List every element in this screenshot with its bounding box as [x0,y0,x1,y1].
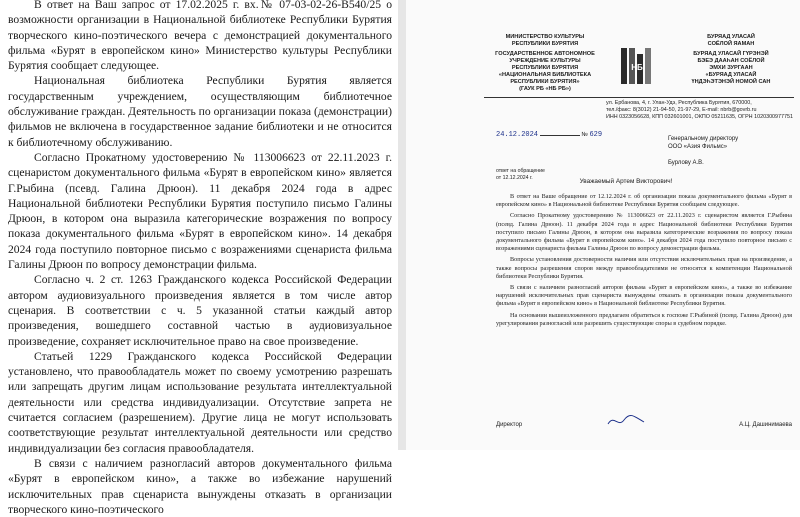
addressee-line: Генеральному директору [668,136,739,142]
letterhead-line: ҮНДЭҺЭТЭНЭЙ НОМОЙ САН [691,79,771,85]
library-logo-icon [619,46,655,86]
body-paragraph-5: На основании вышеизложенного предлагаем обратиться к госпоже Г.Рыбиной (псевд. Галина Дрюон) для урегулирования разногласий или разрешить существующие споры в судебном порядке. [496,311,792,327]
letterhead-line: «БУРЯАД УЛАСАЙ [705,72,757,78]
left-paragraph-5: Статьей 1229 Гражданского кодекса Российской Федерации установлено, что правообладатель может по своему усмотрению разрешать или запрещать другим лицам использование результата интеллектуальной деятельности или средства индивидуализации. Отсутствие запрета не считается согласием (разрешением). Другие лица не могут использовать соответствующие результат интеллектуальной деятельности или средство индивидуализации без согласия правообладателя. [8,349,392,455]
address-line: ул. Ербанова, 4, г. Улан-Удэ, Республика Бурятия, 670000, [606,100,752,106]
body-paragraph-2: Согласно Прокатному удостоверению № 113006623 от 22.11.2023 г. сценаристом является Г.Рыбина (псевд. Галина Дрюон). 11 декабря 2024 года в адрес Национальной библиотеки Республики Бурятия поступило письмо Галины Дрюон, в котором она выразила категорические возражения по вопросу показа документального фильма «Бурят в европейском кино». 14 декабря 2024 года поступило повторное письмо с возражениями сценариста фильма Галины Дрюон по вопросу демонстрации фильма. [496,212,792,253]
page-divider [398,0,406,450]
letterhead-line: ЭМХИ ЗУРГААН [709,65,753,71]
reference-line: ответ на обращение [496,168,545,174]
left-paragraph-6: В связи с наличием разногласий авторов документального фильма «Бурят в европейском кино», а также во избежание нарушений исключительных прав сценариста вынуждены отказать в организации творческого кино-поэтического [8,456,392,516]
left-paragraph-1: В ответ на Ваш запрос от 17.02.2025 г. вх.№ 07-03-02-26-В540/25 о возможности организации в Национальной библиотеке Республики Бурятия творческого кино-поэтического вечера с демонстрацией документального фильма «Бурят в европейском кино» Министерство культуры Республики Бурятия сообщает следующее. [8,0,392,73]
signature-title: Директор [496,422,523,428]
addressee-line [668,151,738,159]
address-line: тел./факс: 8(3012) 21-94-50, 21-97-29, E-mail: nbrb@govrb.ru [606,107,757,113]
letterhead-right [668,34,794,86]
letterhead-line: СОЁЛОЙ ЯАМАН [707,41,755,47]
document-number-line [496,131,602,139]
letterhead-line: БЭЕЭ ДААҺАН СОЁЛОЙ [697,58,765,64]
letterhead-left [484,34,606,93]
body-paragraph-1: В ответ на Ваше обращение от 12.12.2024 г. об организации показа документального фильма «Бурят в европейском кино» в Национальной библиотеке Республики Бурятия сообщаем следующее. [496,193,792,209]
right-document-page [406,0,800,450]
addressee-line: ООО «Азия Фильмс» [668,144,728,150]
letterhead-line: МИНИСТЕРСТВО КУЛЬТУРЫ [505,34,585,40]
greeting: Уважаемый Артем Викторович! [579,178,673,185]
letterhead-line: (ГАУК РБ «НБ РБ») [519,86,571,92]
signature-block [496,422,792,428]
address-line: ИНН 0323056628, КПП 032601001, ОКПО 05211635, ОГРН 1020300977751 [606,114,794,120]
handwritten-number: 629 [589,131,603,139]
letterhead-line: РЕСПУБЛИКИ БУРЯТИЯ [511,41,579,47]
body-paragraph-3: Вопросы установления достоверности наличия или отсутствия исключительных прав на произведение, а также вопросы разрешения споров между правообладателями не относятся к компетенции Национальной библиотеки Республики Бурятия. [496,256,792,280]
left-document-page [0,0,398,516]
handwritten-date: 24.12.2024 [496,131,539,139]
number-sign: № [581,132,588,138]
letterhead-line: РЕСПУБЛИКИ БУРЯТИЯ [511,65,579,71]
addressee-line: Бурлову А.В. [668,160,704,166]
left-paragraph-4: Согласно ч. 2 ст. 1263 Гражданского кодекса Российской Федерации автором аудиовизуального произведения является в том числе автор сценария. В соответствии с ч. 5 указанной статьи каждый автор произведения, вошедшего составной частью в аудиовизуальное произведение, сохраняет исключительное право на свое произведение. [8,273,392,348]
signature-name: А.Ц. Дашинимаева [739,422,792,428]
left-paragraph-2: Национальная библиотека Республики Бурятия является государственным учреждением, осуществляющим библиотечное обслуживание граждан. Деятельность по организации показа (демонстрации) фильмов не включена в государственное задание библиотеки и не относится к библиотечному обслуживанию. [8,74,392,149]
body-paragraph-4: В связи с наличием разногласий авторов фильма «Бурят в европейском кино», а также во избежание нарушений исключительных прав сценариста вынуждены отказать в организации показа документального фильма «Бурят в европейском кино» в Национальной библиотеке Республики Бурятия. [496,284,792,308]
letterhead-line: БУРЯАД УЛАСАЙ [707,34,755,40]
letterhead-line: РЕСПУБЛИКИ БУРЯТИЯ» [510,79,580,85]
letterhead-line: УЧРЕЖДЕНИЕ КУЛЬТУРЫ [509,58,581,64]
organization-address [606,100,796,121]
reference-line: от 12.12.2024 г. [496,174,533,181]
letterhead-divider [484,97,794,98]
letterhead-line: БУРЯАД УЛАСАЙ ГҮРЭНЭЙ [693,51,769,57]
letterhead-line: ГОСУДАРСТВЕННОЕ АВТОНОМНОЕ [495,51,595,57]
addressee-block [668,135,738,167]
logo-text: НБ [631,63,643,72]
letter-body [496,193,792,331]
left-paragraph-3: Согласно Прокатному удостоверению № 113006623 от 22.11.2023 г. сценаристом документального фильма «Бурят в европейском кино» является Г.Рыбина (псевд. Галина Дрюон). 11 декабря 2024 года в адрес Национальной библиотеки Республики Бурятия поступило письмо Галины Дрюон, в котором она выразила категорические возражения по вопросу показа документального фильма «Бурят в европейском кино». 14 декабря 2024 года поступило повторное письмо с возражениями сценариста фильма Галины Дрюон по вопросу демонстрации фильма. [8,150,392,272]
letterhead-line: «НАЦИОНАЛЬНАЯ БИБЛИОТЕКА [498,72,592,78]
